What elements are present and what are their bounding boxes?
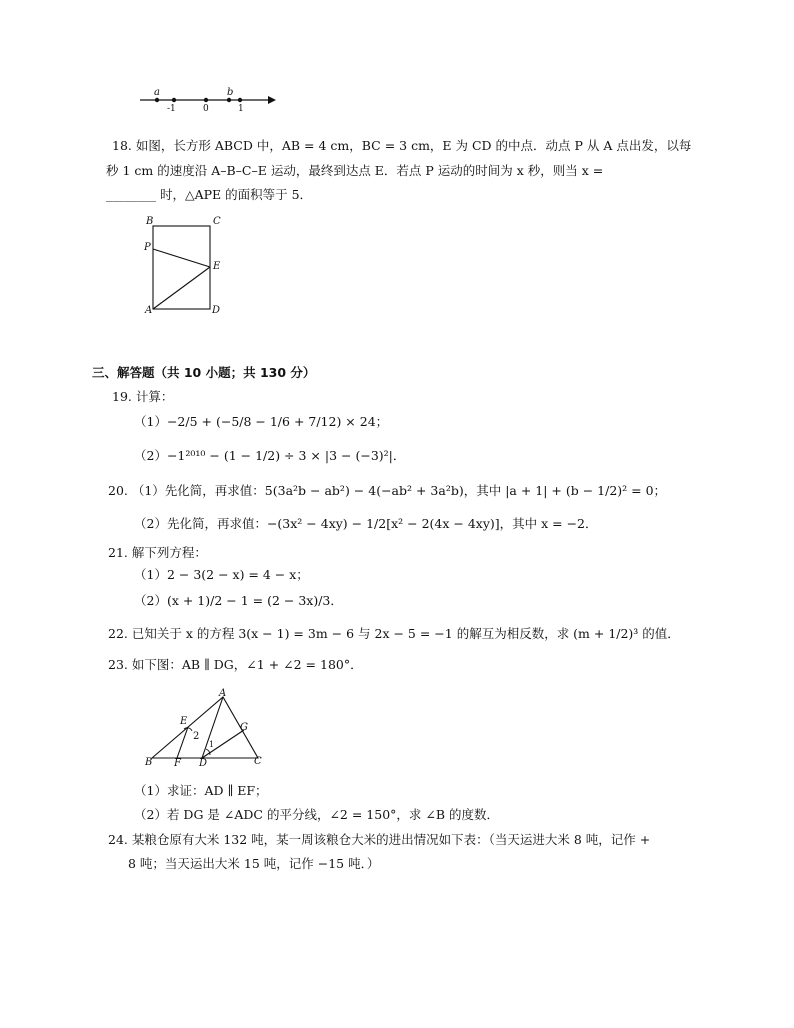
q18-line-3: ________ 时，△APE 的面积等于 5． <box>106 187 313 202</box>
fig23-label-c: C <box>254 756 262 767</box>
fig23-label-a: A <box>219 688 227 699</box>
fig23-label-f: F <box>174 758 181 769</box>
fig23-label-e: E <box>180 716 188 727</box>
fig18-label-p: P <box>144 242 151 253</box>
fig23-label-1: 1 <box>209 740 215 749</box>
fig23-label-g: G <box>240 722 248 733</box>
fig23-label-d: D <box>199 758 208 769</box>
q24-line-2: 8 吨；当天运出大米 15 吨，记作 −15 吨．） <box>128 856 380 871</box>
q23-part-2: （2）若 DG 是 ∠ADC 的平分线，∠2 = 150°，求 ∠B 的度数． <box>134 807 500 822</box>
fig23-label-b: B <box>145 757 153 768</box>
q24-line-1: 24. 某粮仓原有大米 132 吨，某一周该粮仓大米的进出情况如下表：（当天运进大米 8 吨，记作 + <box>108 832 651 847</box>
point-minus1 <box>172 98 176 102</box>
fig18-label-c: C <box>213 216 221 227</box>
number-line-label-b: b <box>227 87 234 98</box>
q22-text: 22. 已知关于 x 的方程 3(x − 1) = 3m − 6 与 2x − 5 = −1 的解互为相反数，求 (m + 1/2)³ 的值． <box>108 626 680 641</box>
segment-ae <box>153 267 210 309</box>
number-line-tick-minus1: -1 <box>167 104 176 114</box>
q18-line-2: 秒 1 cm 的速度沿 A–B–C–E 运动，最终到达点 E．若点 P 运动的时间为 x 秒，则当 x = <box>106 163 604 178</box>
point-0 <box>204 98 208 102</box>
q23-title: 23. 如下图：AB ∥ DG，∠1 + ∠2 = 180°． <box>108 657 363 672</box>
q18-line-1: 18. 如图，长方形 ABCD 中，AB = 4 cm，BC = 3 cm，E 为 CD 的中点．动点 P 从 A 点出发，以每 <box>112 138 692 153</box>
q19-part-2: （2）−1²⁰¹⁰ − (1 − 1/2) ÷ 3 × |3 − (−3)²|． <box>134 448 406 463</box>
segment-pe <box>153 249 210 267</box>
point-b <box>227 98 231 102</box>
number-line-arrow <box>268 96 276 104</box>
q23-part-1: （1）求证：AD ∥ EF； <box>134 783 268 798</box>
q19-title: 19. 计算： <box>112 389 174 404</box>
section-3-title: 三、解答题（共 10 小题；共 130 分） <box>92 365 316 380</box>
number-line-tick-1: 1 <box>238 104 244 114</box>
point-1 <box>238 98 242 102</box>
q20-part-1: 20. （1）先化简，再求值：5(3a²b − ab²) − 4(−ab² + 3a²b)，其中 |a + 1| + (b − 1/2)² = 0； <box>108 483 667 498</box>
q19-part-1: （1）−2/5 + (−5/8 − 1/6 + 7/12) × 24； <box>134 414 389 429</box>
fig18-label-d: D <box>212 305 221 316</box>
q21-part-1: （1）2 − 3(2 − x) = 4 − x； <box>134 567 309 582</box>
q20-part-2: （2）先化简，再求值：−(3x² − 4xy) − 1/2[x² − 2(4x − 4xy)]，其中 x = −2． <box>134 516 598 531</box>
fig18-label-e: E <box>213 261 221 272</box>
fig18-label-b: B <box>146 216 154 227</box>
fig18-label-a: A <box>145 305 153 316</box>
q21-title: 21. 解下列方程： <box>108 545 207 560</box>
fig23-label-2: 2 <box>193 731 200 742</box>
rectangle-abcd <box>153 226 210 309</box>
q21-part-2: （2）(x + 1)/2 − 1 = (2 − 3x)/3． <box>134 593 343 608</box>
number-line-label-a: a <box>154 87 160 98</box>
point-a <box>155 98 159 102</box>
number-line-tick-0: 0 <box>203 104 209 114</box>
